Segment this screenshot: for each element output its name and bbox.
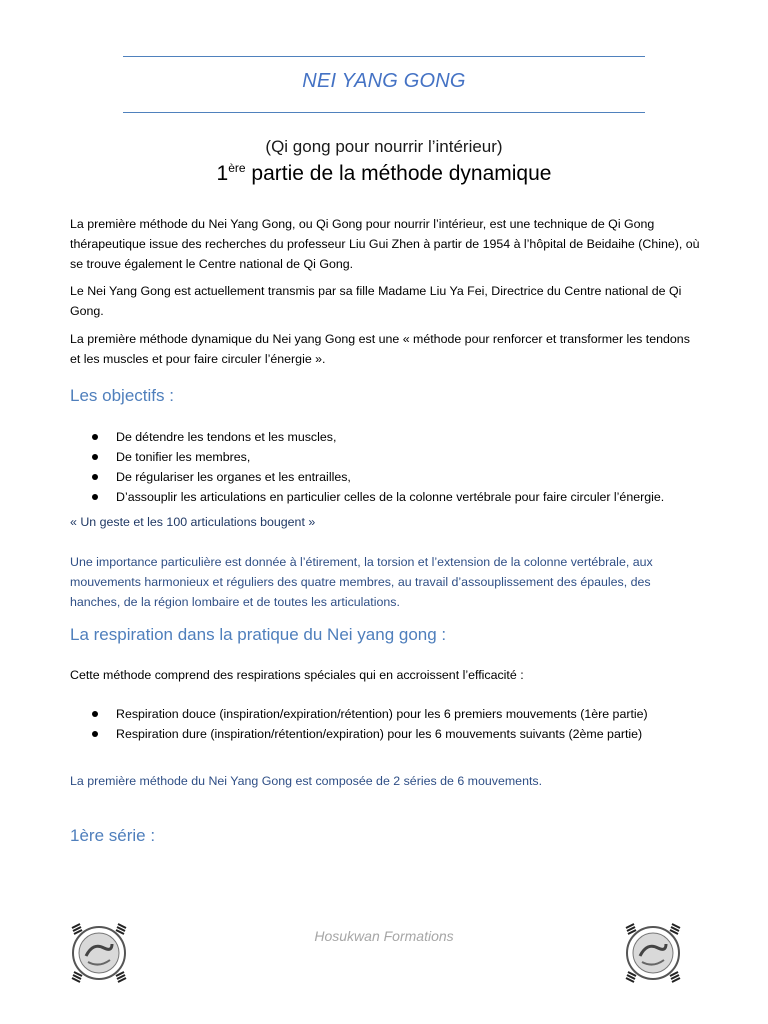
list-item xyxy=(70,704,730,724)
header-rule-top xyxy=(123,56,645,57)
footer-text: Hosukwan Formations xyxy=(314,928,454,944)
part-title xyxy=(0,162,768,186)
respiration-note: La première méthode du Nei Yang Gong est composée de 2 séries de 6 mouvements. xyxy=(70,774,543,788)
part-label: partie de la méthode dynamique xyxy=(245,162,552,185)
list-item-text: Respiration douce (inspiration/expiration/rétention) pour les 6 premiers mouvements (1ère partie) xyxy=(116,707,648,721)
intro-paragraph-2: Le Nei Yang Gong est actuellement transmis par sa fille Madame Liu Ya Fei, Directrice du Centre national de Qi Gong. xyxy=(70,284,682,318)
objectifs-list xyxy=(70,427,730,507)
respiration-intro: Cette méthode comprend des respirations spéciales qui en accroissent l’efficacité : xyxy=(70,668,524,682)
hosukwan-logo-right xyxy=(620,920,686,986)
respiration-heading: La respiration dans la pratique du Nei yang gong : xyxy=(70,625,447,644)
objectifs-heading: Les objectifs : xyxy=(70,386,174,405)
intro-paragraph-1: La première méthode du Nei Yang Gong, ou Qi Gong pour nourrir l’intérieur, est une technique de Qi Gong thérapeutique issue des recherches du professeur Liu Gui Zhen à partir de 1954 à l’hôpital de Beidaihe (Chine), où se trouve également le Centre national de Qi Gong. xyxy=(70,217,700,271)
list-item xyxy=(70,467,730,487)
bullet-icon xyxy=(92,454,98,460)
header-rule-bottom xyxy=(123,112,645,113)
bullet-icon xyxy=(92,711,98,717)
list-item-text: De régulariser les organes et les entrailles, xyxy=(116,470,351,484)
list-item xyxy=(70,427,730,447)
list-item-text: D’assouplir les articulations en particulier celles de la colonne vertébrale pour faire circuler l’énergie. xyxy=(116,490,665,504)
list-item-text: De tonifier les membres, xyxy=(116,450,251,464)
list-item-text: Respiration dure (inspiration/rétention/expiration) pour les 6 mouvements suivants (2ème partie) xyxy=(116,727,643,741)
quote-text: « Un geste et les 100 articulations bougent » xyxy=(70,515,316,529)
list-item-text: De détendre les tendons et les muscles, xyxy=(116,430,337,444)
document-subtitle: (Qi gong pour nourrir l’intérieur) xyxy=(265,137,503,156)
serie-heading: 1ère série : xyxy=(70,826,156,845)
bullet-icon xyxy=(92,731,98,737)
respiration-list xyxy=(70,704,730,744)
bullet-icon xyxy=(92,494,98,500)
document-title: NEI YANG GONG xyxy=(302,70,466,92)
part-number: 1 xyxy=(216,162,229,185)
intro-paragraph-3: La première méthode dynamique du Nei yang Gong est une « méthode pour renforcer et transformer les tendons et les muscles et pour faire circuler l’énergie ». xyxy=(70,332,690,366)
bullet-icon xyxy=(92,434,98,440)
list-item xyxy=(70,724,730,744)
objectifs-paragraph: Une importance particulière est donnée à l’étirement, la torsion et l’extension de la colonne vertébrale, aux mouvements harmonieux et réguliers des quatre membres, au travail d’assouplissement des épaules, des hanches, de la région lombaire et de toutes les articulations. xyxy=(70,555,653,609)
bullet-icon xyxy=(92,474,98,480)
list-item xyxy=(70,447,730,467)
part-superscript: ère xyxy=(228,161,246,175)
list-item xyxy=(70,487,730,507)
